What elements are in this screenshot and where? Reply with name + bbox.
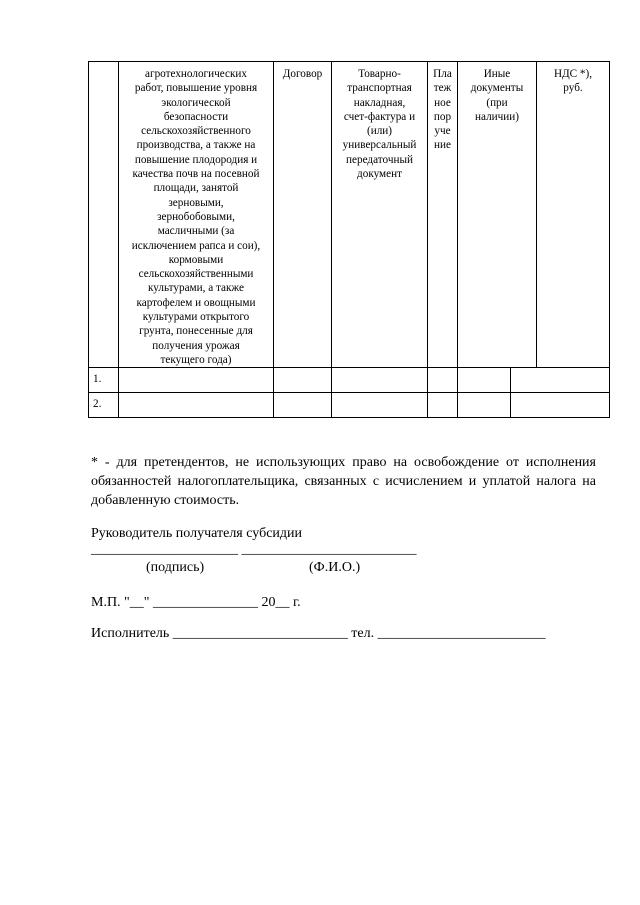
signature-line: _____________________ _________________________ [91,542,417,557]
executor-line: Исполнитель _________________________ тел. ________________________ [91,626,546,641]
row-number-cell: 1. [89,368,119,393]
header-cell-payment-order: Пла теж ное пор уче ние [428,62,458,368]
header-cell-number [89,62,119,368]
head-label: Руководитель получателя субсидии [91,526,303,541]
table-row [89,368,610,393]
table-cell [428,393,458,418]
vat-footnote: * - для претендентов, не использующих право на освобождение от исполнения обязанностей налогоплательщика, связанных с исчислением и уплатой налога на добавленную стоимость. [91,455,596,508]
table-cell [332,393,428,418]
name-caption: (Ф.И.О.) [309,560,361,575]
row-number-cell: 2. [89,393,119,418]
table-cell [428,368,458,393]
header-cell-costs-description: агротехнологических работ, повышение уровня экологической безопасности сельскохозяйственного производства, а также на повышение плодородия и качества почв на посевной площади, занятой зерновыми, зернобобовыми, масличными (за исключением рапса и сои), кормовыми сельскохозяйственными культурами, а также картофелем и овощными культурами открытого грунта, понесенные для получения урожая текущего года) [119,62,274,368]
stamp-date-line: М.П. "__" _______________ 20__ г. [91,595,301,610]
header-cell-other-docs: Иные документы (при наличии) [458,62,537,368]
header-cell-waybill: Товарно- транспортная накладная, счет-фактура и (или) универсальный передаточный документ [332,62,428,368]
table-cell [274,393,332,418]
table-cell [332,368,428,393]
signature-caption: (подпись) [146,560,205,575]
table-cell [511,368,610,393]
header-cell-vat: НДС *), руб. [537,62,610,368]
header-cell-contract: Договор [274,62,332,368]
table-cell [511,393,610,418]
table-cell [119,393,274,418]
table-row [89,393,610,418]
table-cell [458,393,511,418]
table-cell [274,368,332,393]
subsidy-costs-table [88,61,610,418]
table-cell [458,368,511,393]
table-cell [119,368,274,393]
table-header-row [89,62,610,368]
